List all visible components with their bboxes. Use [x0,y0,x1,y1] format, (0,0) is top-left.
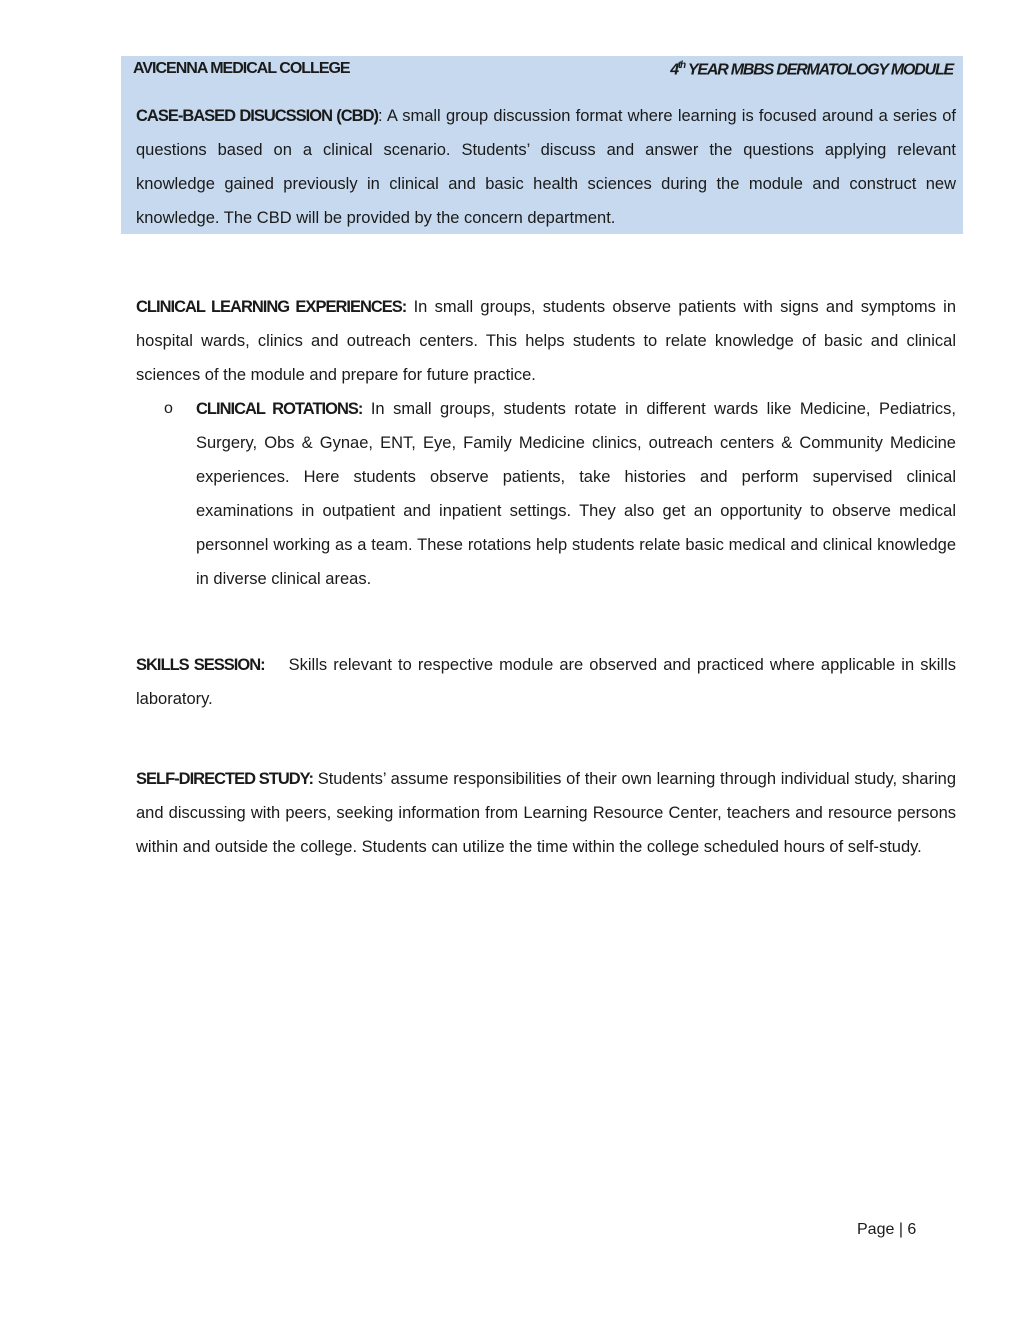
clinical-learning-text: In small groups, students observe patients with signs and symptoms in hospital wards, clinics and outreach centers. This helps students to relate knowledge of basic and clinical sciences of the module and prepare for future practice. [136,298,957,384]
self-directed-study-text: Students’ assume responsibilities of their own learning through individual study, sharing and discussing with peers, seeking information from Learning Resource Center, teachers and resource persons within and outside the college. Students can utilize the time within the college scheduled hours of self-study. [136,770,956,856]
clinical-learning-heading: CLINICAL LEARNING EXPERIENCES: [136,298,407,316]
skills-session-heading: SKILLS SESSION: [136,656,265,674]
cbd-heading: CASE-BASED DISUCSSION (CBD) [136,107,378,125]
clinical-rotations-paragraph [196,392,956,596]
cbd-paragraph [136,99,956,235]
module-year-suffix: th [677,60,685,71]
rotations-bullet: o [164,400,173,417]
skills-session-text: Skills relevant to respective module are observed and practiced where applicable in skills laboratory. [136,656,956,708]
self-directed-study-heading: SELF-DIRECTED STUDY: [136,770,313,788]
module-year-number: 4 [670,61,678,79]
skills-session-paragraph [136,648,956,716]
module-title [670,60,953,79]
clinical-rotations-text: In small groups, students rotate in different wards like Medicine, Pediatrics, Surgery, Obs & Gynae, ENT, Eye, Family Medicine clinics, outreach centers & Community Medicine experiences. Here students observe patients, take histories and perform supervised clinical examinations in outpatient and inpatient settings. They also get an opportunity to observe medical personnel working as a team. These rotations help students relate basic medical and clinical knowledge in diverse clinical areas. [196,400,957,588]
page-header [121,56,963,84]
module-title-text: YEAR MBBS DERMATOLOGY MODULE [684,61,953,79]
page-number: Page | 6 [857,1221,917,1238]
college-name: AVICENNA MEDICAL COLLEGE [133,60,350,77]
cbd-text: : A small group discussion format where learning is focused around a series of questions based on a clinical scenario. Students’ discuss and answer the questions applying relevant knowledge gained previously in clinical and basic health sciences during the module and construct new knowledge. The CBD will be provided by the concern department. [136,107,956,227]
self-directed-study-paragraph [136,762,956,864]
clinical-learning-paragraph [136,290,956,392]
clinical-rotations-heading: CLINICAL ROTATIONS: [196,400,363,418]
